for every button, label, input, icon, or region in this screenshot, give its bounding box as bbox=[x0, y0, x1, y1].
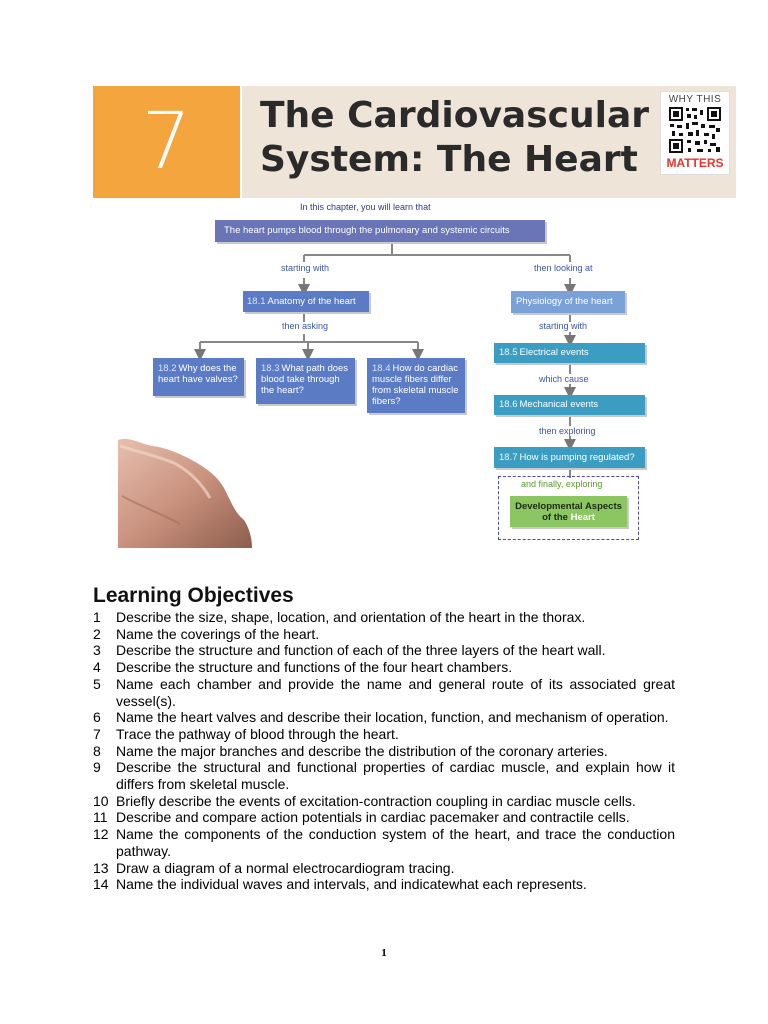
objective-item bbox=[93, 793, 675, 810]
flow-box-heart-pumps-label: The heart pumps blood through the pulmonary and systemic circuits bbox=[224, 225, 510, 236]
flow-box-muscle-fibers-question bbox=[367, 358, 465, 413]
objective-item bbox=[93, 659, 675, 676]
objective-number: 12 bbox=[93, 826, 109, 843]
flow-box-developmental-aspects bbox=[510, 496, 627, 527]
objective-number: 13 bbox=[93, 859, 109, 876]
objective-item bbox=[93, 709, 675, 726]
objective-number: 11 bbox=[93, 809, 108, 826]
objective-text: Draw a diagram of a normal electrocardiogram tracing. bbox=[116, 859, 455, 876]
physiology-label: Physiology of the heart bbox=[516, 296, 613, 307]
flow-box-blood-path-question bbox=[256, 358, 355, 404]
objective-text: Describe the size, shape, location, and orientation of the heart in the thorax. bbox=[116, 609, 586, 625]
objective-text: Briefly describe the events of excitation-contraction coupling in cardiac muscle cells. bbox=[116, 792, 636, 809]
objective-text: Describe the structure and function of each of the three layers of the heart wall. bbox=[116, 642, 606, 659]
objective-item bbox=[93, 676, 675, 709]
objective-number: 14 bbox=[93, 876, 109, 893]
objective-item bbox=[93, 860, 675, 877]
objective-item bbox=[93, 743, 675, 760]
objective-text: Name each chamber and provide the name and general route of its associated great vessel(s). bbox=[116, 675, 675, 709]
learning-objectives-list bbox=[93, 609, 675, 893]
objective-item bbox=[93, 726, 675, 743]
objective-text: Name the components of the conduction system of the heart, and trace the conduction pathway. bbox=[116, 826, 675, 859]
pumping-label: How is pumping regulated? bbox=[519, 452, 635, 463]
objective-item bbox=[93, 759, 675, 792]
connector-then-looking-at: then looking at bbox=[534, 263, 593, 273]
qr-bottom-label: MATTERS bbox=[666, 156, 724, 170]
connector-then-exploring: then exploring bbox=[539, 426, 596, 436]
objective-number: 3 bbox=[93, 642, 101, 659]
flow-box-electrical-events bbox=[494, 343, 645, 363]
objective-number: 1 bbox=[93, 609, 101, 625]
objective-item bbox=[93, 876, 675, 893]
connector-which-cause: which cause bbox=[539, 374, 589, 384]
objective-number: 8 bbox=[93, 742, 101, 759]
page-number: 1 bbox=[381, 947, 387, 959]
muscle-fibers-question-label: How do cardiac muscle fibers differ from skeletal muscle fibers? bbox=[372, 363, 459, 407]
muscle-fibers-section-number: 18.4 bbox=[372, 363, 391, 374]
qr-code-icon bbox=[668, 106, 722, 154]
connector-then-asking: then asking bbox=[282, 321, 329, 331]
objective-text: Name the major branches and describe the distribution of the coronary arteries. bbox=[116, 742, 608, 759]
chapter-title-line1: The Cardiovascular bbox=[260, 95, 649, 136]
blood-path-section-number: 18.3 bbox=[261, 363, 280, 374]
developmental-label-line2 bbox=[514, 512, 623, 523]
chapter-number: 7 bbox=[93, 86, 240, 198]
flow-box-anatomy bbox=[243, 291, 369, 312]
objective-number: 2 bbox=[93, 625, 101, 642]
objective-item bbox=[93, 809, 675, 826]
flow-box-pumping-regulated bbox=[494, 447, 645, 468]
objective-text: Name the individual waves and intervals, and indicatewhat each represents. bbox=[116, 876, 587, 893]
objective-number: 6 bbox=[93, 709, 101, 726]
flow-box-valves-question bbox=[153, 358, 244, 396]
objective-text: Describe the structural and functional properties of cardiac muscle, and explain how it differs from skeletal muscle. bbox=[116, 759, 675, 793]
chapter-title-line2: System: The Heart bbox=[260, 139, 638, 180]
blood-path-question-label: What path does blood take through the heart? bbox=[261, 363, 349, 396]
qr-top-label: WHY THIS bbox=[668, 94, 722, 105]
why-this-matters-qr[interactable] bbox=[660, 91, 730, 175]
flow-box-heart-pumps bbox=[215, 220, 545, 242]
mechanical-label: Mechanical events bbox=[519, 399, 599, 410]
chapter-title bbox=[260, 94, 660, 182]
anatomy-section-number: 18.1 bbox=[247, 296, 266, 307]
connector-and-finally-exploring: and finally, exploring bbox=[521, 479, 603, 489]
objective-text: Name the heart valves and describe their location, function, and mechanism of operation. bbox=[116, 709, 669, 726]
developmental-label-line1: Developmental Aspects bbox=[515, 501, 622, 512]
connector-starting-with: starting with bbox=[281, 263, 330, 273]
learning-objectives-title: Learning Objectives bbox=[93, 584, 294, 607]
objective-number: 5 bbox=[93, 675, 101, 692]
flow-intro-text: In this chapter, you will learn that bbox=[300, 202, 431, 212]
electrical-section-number: 18.5 bbox=[499, 347, 518, 358]
objective-item bbox=[93, 642, 675, 659]
anatomy-label: Anatomy of the heart bbox=[267, 296, 356, 307]
flow-box-physiology bbox=[511, 291, 625, 313]
heart-photo-fragment bbox=[118, 436, 253, 548]
objective-text: Trace the pathway of blood through the heart. bbox=[116, 725, 399, 742]
objective-number: 10 bbox=[93, 792, 109, 809]
chapter-divider bbox=[240, 86, 242, 198]
objective-item bbox=[93, 826, 675, 859]
objective-text: Describe the structure and functions of the four heart chambers. bbox=[116, 659, 513, 676]
objective-text: Describe and compare action potentials in cardiac pacemaker and contractile cells. bbox=[116, 809, 630, 826]
objective-number: 9 bbox=[93, 759, 101, 776]
objective-number: 7 bbox=[93, 725, 101, 742]
connector-starting-with-physiology: starting with bbox=[539, 321, 588, 331]
pumping-section-number: 18.7 bbox=[499, 452, 518, 463]
objective-text: Name the coverings of the heart. bbox=[116, 625, 320, 642]
developmental-heart-word: Heart bbox=[570, 512, 595, 523]
mechanical-section-number: 18.6 bbox=[499, 399, 518, 410]
valves-question-label: Why does the heart have valves? bbox=[158, 363, 238, 385]
objective-number: 4 bbox=[93, 659, 101, 676]
flow-box-mechanical-events bbox=[494, 395, 645, 415]
electrical-label: Electrical events bbox=[519, 347, 589, 358]
developmental-of-the: of the bbox=[542, 512, 568, 523]
objective-item bbox=[93, 609, 675, 626]
valves-section-number: 18.2 bbox=[158, 363, 177, 374]
objective-item bbox=[93, 626, 675, 643]
